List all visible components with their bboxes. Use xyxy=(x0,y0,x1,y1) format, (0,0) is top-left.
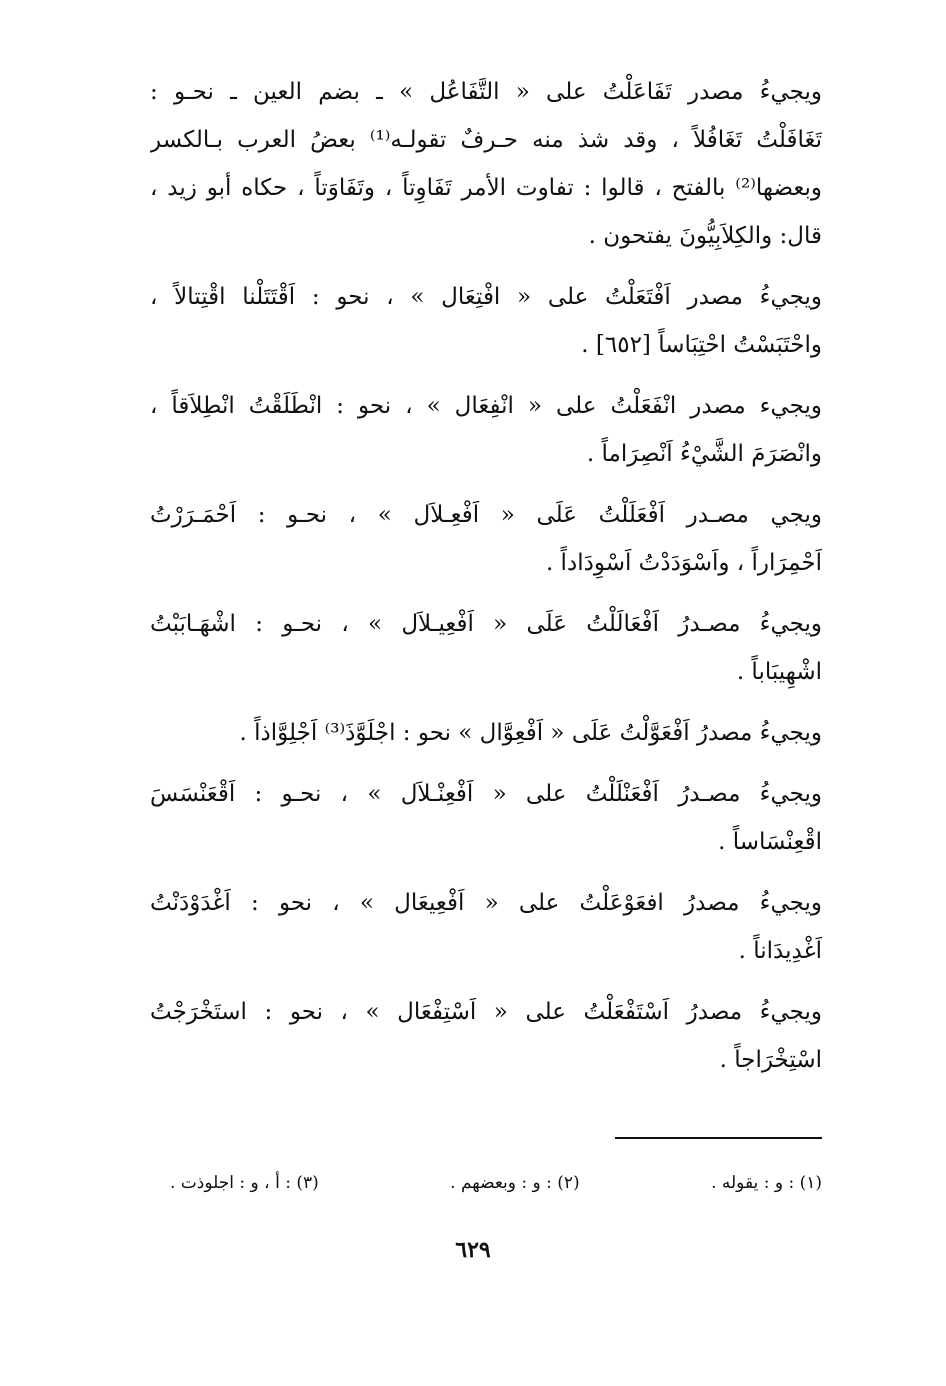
paragraph-iftial xyxy=(150,273,822,369)
text-line: اسْتِخْرَاجاً . xyxy=(719,1047,822,1073)
paragraph-infial xyxy=(150,382,822,478)
text-line: ويجيء مصدر انْفَعَلْتُ على « انْفِعَال » ، نحو : انْطَلَقْتُ انْطِلاَقاً ، xyxy=(150,393,822,419)
text-line: قال: والكِلاَبِيُّونَ يفتحون . xyxy=(588,223,822,249)
text-line: اقْعِنْسَاساً . xyxy=(718,829,822,855)
text-line: ويجيءُ مصدرُ افعَوْعَلْتُ على « اَفْعِيعَال » ، نحو : اَغْدَوْدَنْتُ xyxy=(150,890,822,916)
text-line: اشْهِيبَاباً . xyxy=(736,659,822,685)
text-line: ويجيءُ مصـدرُ اَفْعَنْلَلْتُ على « اَفْعِنْـلاَل » ، نحـو : اَقْعَنْسَسَ xyxy=(150,781,822,807)
footnote-2: (٢) : و : وبعضهم . xyxy=(450,1173,580,1193)
text-line: ويجيءُ مصدرُ اَسْتَفْعَلْتُ على « اَسْتِفْعَال » ، نحو : استَخْرَجْتُ xyxy=(150,999,822,1025)
page-number: ٦٢٩ xyxy=(455,1237,491,1263)
text-line: واحْتَبَسْتُ احْتِبَاساً [٦٥٢] . xyxy=(581,332,822,358)
paragraph-istifal xyxy=(150,988,822,1084)
text-line: وبعضها⁽²⁾ بالفتح ، قالوا : تفاوت الأمر تَفَاوِتاً ، وتَفَاوَتاً ، حكاه أبو زيد ، xyxy=(150,175,822,201)
footnotes xyxy=(170,1168,822,1198)
paragraph-ifinlal xyxy=(150,770,822,866)
footnote-1: (١) : و : يقوله . xyxy=(711,1173,822,1193)
paragraph-ifiaal xyxy=(150,879,822,975)
text-line: اَغْدِيدَاناً . xyxy=(738,938,822,964)
footnote-3: (٣) : أ ، و : اجلوذت . xyxy=(170,1173,319,1193)
text-line: تَغَافَلْتُ تَغَافُلاً ، وقد شذ منه حـرفٌ تقولـه⁽¹⁾ بعضُ العرب بـالكسر xyxy=(150,127,822,153)
footnote-divider xyxy=(615,1137,822,1139)
text-line: ويجي مصـدر اَفْعَلَلْتُ عَلَى « اَفْعِـلاَل » ، نحـو : اَحْمَـرَرْتُ xyxy=(150,502,822,528)
text-line: ويجيءُ مصدرُ اَفْعَوَّلْتُ عَلَى « اَفْعِوَّال » نحو : اجْلَوَّذَ⁽³⁾ اَجْلِوَّاذاً . xyxy=(239,720,822,746)
paragraph-ifiwwal xyxy=(150,709,822,757)
main-text xyxy=(150,68,822,1097)
text-line: ويجيءُ مصدر اَفْتَعَلْتُ على « افْتِعَال » ، نحو : اَقْتَتَلْنا اقْتِتالاً ، xyxy=(150,284,822,310)
text-line: ويجيءُ مصدر تَفَاعَلْتُ على « التَّفَاعُل » ـ بضم العين ـ نحـو : xyxy=(150,79,822,105)
text-line: وانْصَرَمَ الشَّيْءُ اَنْصِرَاماً . xyxy=(586,441,822,467)
paragraph-tafaul xyxy=(150,68,822,260)
text-line: ويجيءُ مصـدرُ اَفْعَالَلْتُ عَلَى « اَفْعِيـلاَل » ، نحـو : اشْهَـابَبْتُ xyxy=(150,611,822,637)
paragraph-ifilal xyxy=(150,491,822,587)
paragraph-ifiilal xyxy=(150,600,822,696)
text-line: اَحْمِرَاراً ، واَسْوَدَدْتُ اَسْوِدَاداً . xyxy=(545,550,822,576)
